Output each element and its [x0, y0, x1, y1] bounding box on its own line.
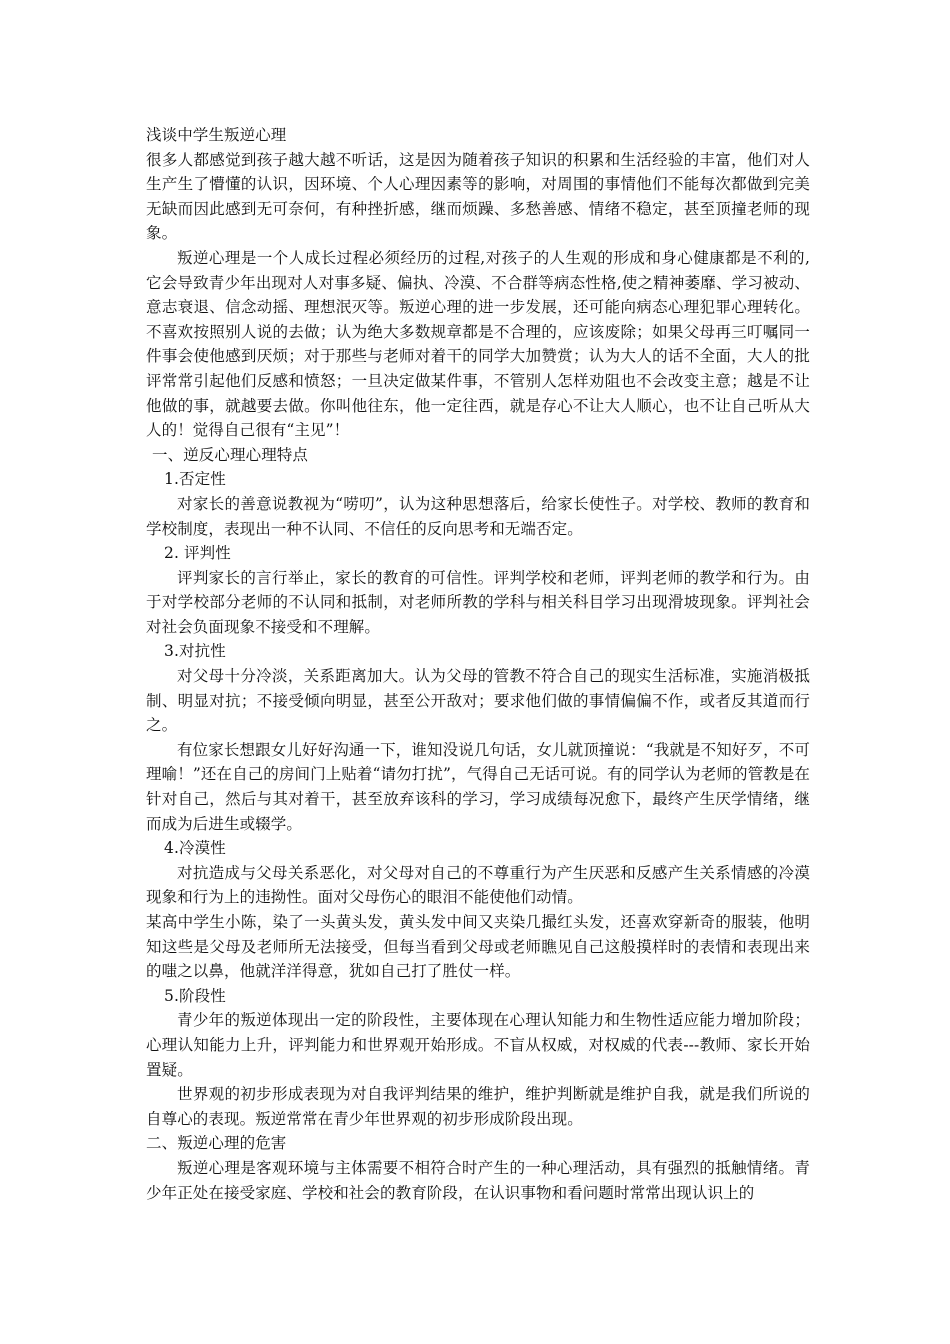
indifference-paragraph: 对抗造成与父母关系恶化，对父母对自己的不尊重行为产生厌恶和反感产生关系情感的冷漠现象和行为上的违拗性。面对父母伤心的眼泪不能使他们动情。: [146, 863, 810, 907]
section-heading-harm: 二、叛逆心理的危害: [146, 1134, 287, 1153]
stage-paragraph: 青少年的叛逆体现出一定的阶段性，主要体现在心理认知能力和生物性适应能力增加阶段；心理认知能力上升，评判能力和世界观开始形成。不盲从权威，对权威的代表---教师、家长开始置疑。: [146, 1011, 810, 1079]
harm-paragraph: 叛逆心理是客观环境与主体需要不相符合时产生的一种心理活动，具有强烈的抵触情绪。青少年正处在接受家庭、学校和社会的教育阶段，在认识事物和看问题时常常出现认识上的: [146, 1158, 810, 1202]
confrontation-paragraph: 对父母十分冷淡，关系距离加大。认为父母的管教不符合自己的现实生活标准，实施消极抵制、明显对抗；不接受倾向明显，甚至公开敌对；要求他们做的事情偏偏不作，或者反其道而行之。: [146, 667, 810, 735]
indifference-example-paragraph: 某高中学生小陈，染了一头黄头发，黄头发中间又夹染几撮红头发，还喜欢穿新奇的服装，他明知这些是父母及老师所无法接受，但每当看到父母或老师瞧见自己这般摸样时的表情和表现出来的嗤之以鼻，他就洋洋得意，犹如自己打了胜仗一样。: [146, 913, 810, 981]
document-title: 浅谈中学生叛逆心理: [146, 126, 287, 144]
rebellion-overview-paragraph: 叛逆心理是一个人成长过程必须经历的过程,对孩子的人生观的形成和身心健康都是不利的,它会导致青少年出现对人对事多疑、偏执、冷漠、不合群等病态性格,使之精神萎靡、学习被动、意志衰退、信念动摇、理想泯灭等。叛逆心理的进一步发展，还可能向病态心理犯罪心理转化。不喜欢按照别人说的去做；认为绝大多数规章都是不合理的，应该废除；如果父母再三叮嘱同一件事会使他感到厌烦；对于那些与老师对着干的同学大加赞赏；认为大人的话不全面，大人的批评常常引起他们反感和愤怒；一旦决定做某件事，不管别人怎样劝阻也不会改变主意；越是不让他做的事，就越要去做。你叫他往东，他一定往西，就是存心不让大人顺心，也不让自己听从大人的！觉得自己很有“主见”！: [146, 248, 810, 440]
section-heading-characteristics: 一、逆反心理心理特点: [152, 445, 309, 464]
confrontation-example-paragraph: 有位家长想跟女儿好好沟通一下，谁知没说几句话，女儿就顶撞说：“我就是不知好歹，不可理喻！”还在自己的房间门上贴着“请勿打扰”，气得自己无话可说。有的同学认为老师的管教是在针对自己，然后与其对着干，甚至放弃该科的学习，学习成绩每况愈下，最终产生厌学情绪，继而成为后进生或辍学。: [146, 740, 810, 833]
intro-paragraph: 很多人都感觉到孩子越大越不听话，这是因为随着孩子知识的积累和生活经验的丰富，他们对人生产生了懵懂的认识，因环境、个人心理因素等的影响，对周围的事情他们不能每次都做到完美无缺而因此感到无可奈何，有种挫折感，继而烦躁、多愁善感、情绪不稳定，甚至顶撞老师的现象。: [146, 150, 810, 243]
negation-paragraph: 对家长的善意说教视为“唠叨”，认为这种思想落后，给家长使性子。对学校、教师的教育和学校制度，表现出一种不认同、不信任的反向思考和无端否定。: [146, 494, 810, 538]
document-body: [146, 123, 810, 1205]
subheading-confrontation: 3.对抗性: [164, 642, 226, 661]
subheading-judgment: 2. 评判性: [164, 544, 231, 563]
judgment-paragraph: 评判家长的言行举止，家长的教育的可信性。评判学校和老师，评判老师的教学和行为。由于对学校部分老师的不认同和抵制，对老师所教的学科与相关科目学习出现滑坡现象。评判社会对社会负面现象不接受和不理解。: [146, 568, 810, 636]
subheading-stage: 5.阶段性: [164, 986, 226, 1005]
subheading-negation: 1.否定性: [164, 470, 226, 489]
subheading-indifference: 4.冷漠性: [164, 839, 226, 858]
worldview-paragraph: 世界观的初步形成表现为对自我评判结果的维护，维护判断就是维护自我，就是我们所说的自尊心的表现。叛逆常常在青少年世界观的初步形成阶段出现。: [146, 1085, 810, 1128]
